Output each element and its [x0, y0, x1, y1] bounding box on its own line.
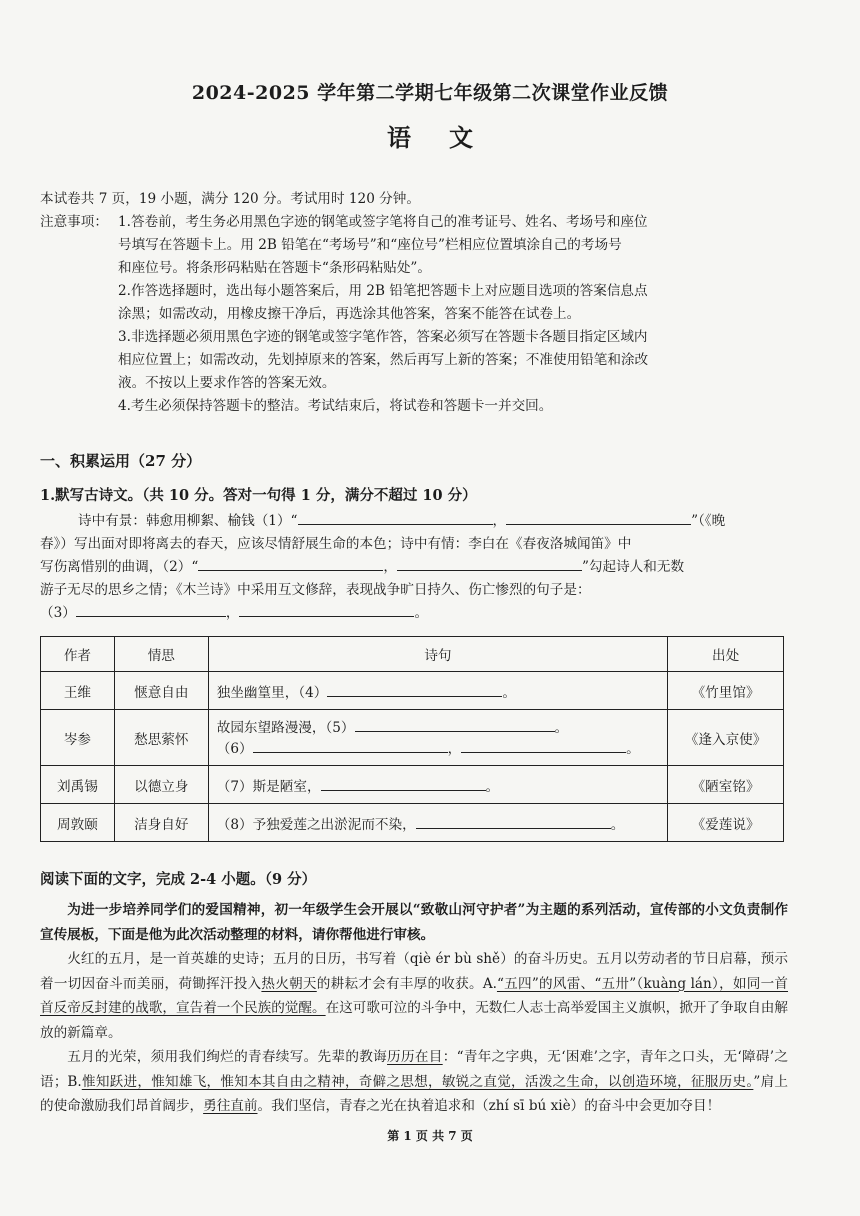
q1-text: ，: [492, 513, 507, 529]
reading-heading: 阅读下面的文字，完成 2-4 小题。（9 分）: [40, 871, 317, 888]
line-text: 故园东望路漫漫，（5）: [216, 719, 355, 736]
answer-blank-7[interactable]: [321, 776, 486, 791]
line-end: 。: [626, 740, 640, 757]
feeling-cell: 惬意自由: [114, 672, 208, 710]
notice-item-1-line-2: 号填写在答题卡上。用 2B 铅笔在“考场号”和“座位号”栏相应位置填涂自己的考场号: [118, 237, 622, 253]
q1-text: ，: [383, 559, 397, 575]
table-row: [41, 766, 784, 804]
reading-paragraph-1: [40, 947, 788, 1045]
para-text: 。我们坚信，青春之光在执着追求和（zhí sī bú xiè）的奋斗中会更加夺目！: [257, 1098, 721, 1114]
line-text: （7）斯是陋室，: [216, 778, 321, 795]
notice-item-1-line-1: 1.答卷前，考生务必用黑色字迹的钢笔或签字笔将自己的准考证号、姓名、考场号和座位: [118, 214, 648, 230]
answer-blank-1b[interactable]: [506, 510, 691, 525]
line-text: （6）: [216, 740, 253, 757]
q1-text: 诗中有景：韩愈用柳絮、榆钱（1）“: [78, 513, 298, 529]
q1-text: ”勾起诗人和无数: [581, 559, 685, 575]
line-text: （8）予独爱莲之出淤泥而不染，: [216, 816, 416, 833]
reading-paragraph-2: [40, 1045, 788, 1119]
answer-blank-8[interactable]: [416, 814, 611, 829]
source-cell: 《爱莲说》: [668, 804, 784, 842]
notice-item-3-line-3: 液。不按以上要求作答的答案无效。: [118, 375, 336, 391]
line-cell: [208, 766, 667, 804]
line-end: 。: [502, 684, 516, 701]
underlined-phrase: 历历在目: [387, 1049, 443, 1065]
feeling-cell: 以德立身: [114, 766, 208, 804]
para-text: ”肩上的使命激励我们昂首阔步，: [40, 1073, 789, 1114]
notice-item-3-line-2: 相应位置上；如需改动，先划掉原来的答案，然后再写上新的答案；不准使用铅笔和涂改: [118, 352, 649, 368]
notice-item-4-line-1: 4.考生必须保持答题卡的整洁。考试结束后，将试卷和答题卡一并交回。: [118, 398, 553, 414]
table-row: [41, 804, 784, 842]
q1-text: （3）: [40, 605, 76, 621]
header-source: 出处: [668, 637, 784, 672]
poem-table: [40, 636, 784, 842]
question-1-title: 1.默写古诗文。（共 10 分。答对一句得 1 分，满分不超过 10 分）: [40, 487, 477, 504]
q1-text: ”（《晚: [691, 513, 726, 529]
line-text: 独坐幽篁里，（4）: [216, 684, 328, 701]
author-cell: 周敦颐: [41, 804, 115, 842]
underlined-phrase: 勇往直前: [203, 1098, 258, 1114]
notice-item-3-line-1: 3.非选择题必须用黑色字迹的钢笔或签字笔作答，答案必须写在答题卡各题目指定区域内: [118, 329, 648, 345]
section-heading: 一、积累运用（27 分）: [40, 452, 202, 470]
notice-item-2-line-2: 涂黑；如需改动，用橡皮擦干净后，再选涂其他答案，答案不能答在试卷上。: [118, 306, 581, 322]
q1-text: 。: [414, 605, 429, 621]
feeling-cell: 愁思萦怀: [114, 710, 208, 766]
exam-summary: 本试卷共 7 页，19 小题，满分 120 分。考试用时 120 分钟。: [40, 191, 420, 207]
answer-blank-2b[interactable]: [397, 556, 582, 571]
para-text: 的耕耘才会有丰厚的收获。A.: [316, 975, 497, 992]
answer-blank-1a[interactable]: [298, 510, 493, 525]
q1-line-5: [40, 602, 428, 625]
author-cell: 王维: [41, 672, 115, 710]
author-cell: 刘禹锡: [41, 766, 115, 804]
table-row: [41, 710, 784, 766]
underlined-phrase: 热火朝天: [261, 975, 317, 992]
q1-text: 写伤离惜别的曲调，（2）“: [40, 559, 199, 575]
answer-blank-3a[interactable]: [76, 602, 226, 617]
answer-blank-6b[interactable]: [461, 738, 626, 753]
underlined-sentence-b: 惟知跃进，惟知雄飞，惟知本其自由之精神，奇僻之思想，敏锐之直觉，活泼之生命，以创造环境，征服历史。: [81, 1073, 754, 1090]
answer-blank-5[interactable]: [355, 717, 555, 732]
underlined-sentence-a: “五四”的风雷、“五卅”（kuàng lán），如同一首首反帝反封建的战歌，宣告着一个民族的觉醒。: [40, 975, 789, 1016]
source-cell: 《竹里馆》: [668, 672, 784, 710]
line-5: [217, 717, 659, 738]
header-feeling: 情思: [114, 637, 208, 672]
line-6: [217, 738, 659, 759]
q1-text: ，: [225, 605, 240, 621]
subject-title: 语文: [387, 123, 511, 152]
para-text: 五月的光荣，须用我们绚烂的青春续写。先辈的教诲: [67, 1049, 388, 1065]
line-cell: [208, 804, 667, 842]
source-cell: 《陋室铭》: [668, 766, 784, 804]
line-mid: ，: [447, 740, 462, 757]
table-row: [41, 672, 784, 710]
line-cell: [208, 710, 667, 766]
answer-blank-4[interactable]: [327, 682, 502, 697]
header-author: 作者: [41, 637, 115, 672]
exam-title: 2024-2025 学年第二学期七年级第二次课堂作业反馈: [191, 82, 669, 104]
para-text: 火红的五月，是一首英雄的史诗；五月的日历，书写着（qiè ér bù shě）的奋斗历史。五月以劳动者的节日启幕，预示着一切因奋斗而美丽，荷锄挥汗投入: [40, 951, 788, 992]
page-number: 第 1 页 共 7 页: [387, 1129, 473, 1143]
notice-item-1-line-3: 和座位号。将条形码粘贴在答题卡“条形码粘贴处”。: [118, 260, 431, 276]
feeling-cell: 洁身自好: [114, 804, 208, 842]
line-cell: [208, 672, 667, 710]
q1-line-4: 游子无尽的思乡之情；《木兰诗》中采用互文修辞，表现战争旷日持久、伤亡惨烈的句子是：: [40, 582, 591, 598]
notice-item-2-line-1: 2.作答选择题时，选出每小题答案后，用 2B 铅笔把答题卡上对应题目选项的答案信息点: [118, 283, 648, 299]
line-end: 。: [485, 778, 500, 795]
notice-label: 注意事项：: [40, 214, 108, 230]
author-cell: 岑参: [41, 710, 115, 766]
line-end: 。: [610, 816, 625, 833]
answer-blank-3b[interactable]: [239, 602, 414, 617]
source-cell: 《逢入京使》: [668, 710, 784, 766]
table-header-row: [41, 637, 784, 672]
q1-line-3: [40, 556, 684, 579]
answer-blank-6a[interactable]: [253, 738, 448, 753]
q1-line-2: 春》）写出面对即将离去的春天，应该尽情舒展生命的本色；诗中有情：李白在《春夜洛城闻笛》中: [40, 536, 632, 552]
q1-line-1: [78, 510, 725, 533]
answer-blank-2a[interactable]: [198, 556, 383, 571]
reading-intro: 为进一步培养同学们的爱国精神，初一年级学生会开展以“致敬山河守护者”为主题的系列活动，宣传部的小文负责制作宣传展板，下面是他为此次活动整理的材料，请你帮他进行审核。: [40, 902, 788, 943]
header-line: 诗句: [208, 637, 667, 672]
line-end: 。: [554, 719, 569, 736]
para-text: ：“青年之字典，无‘困难’之字，青年之口头，无‘障碍’之语；B.: [40, 1049, 789, 1090]
para-text: 在这可歌可泣的斗争中，无数仁人志士高举爱国主义旗帜，掀开了争取自由解放的新篇章。: [40, 1000, 789, 1041]
